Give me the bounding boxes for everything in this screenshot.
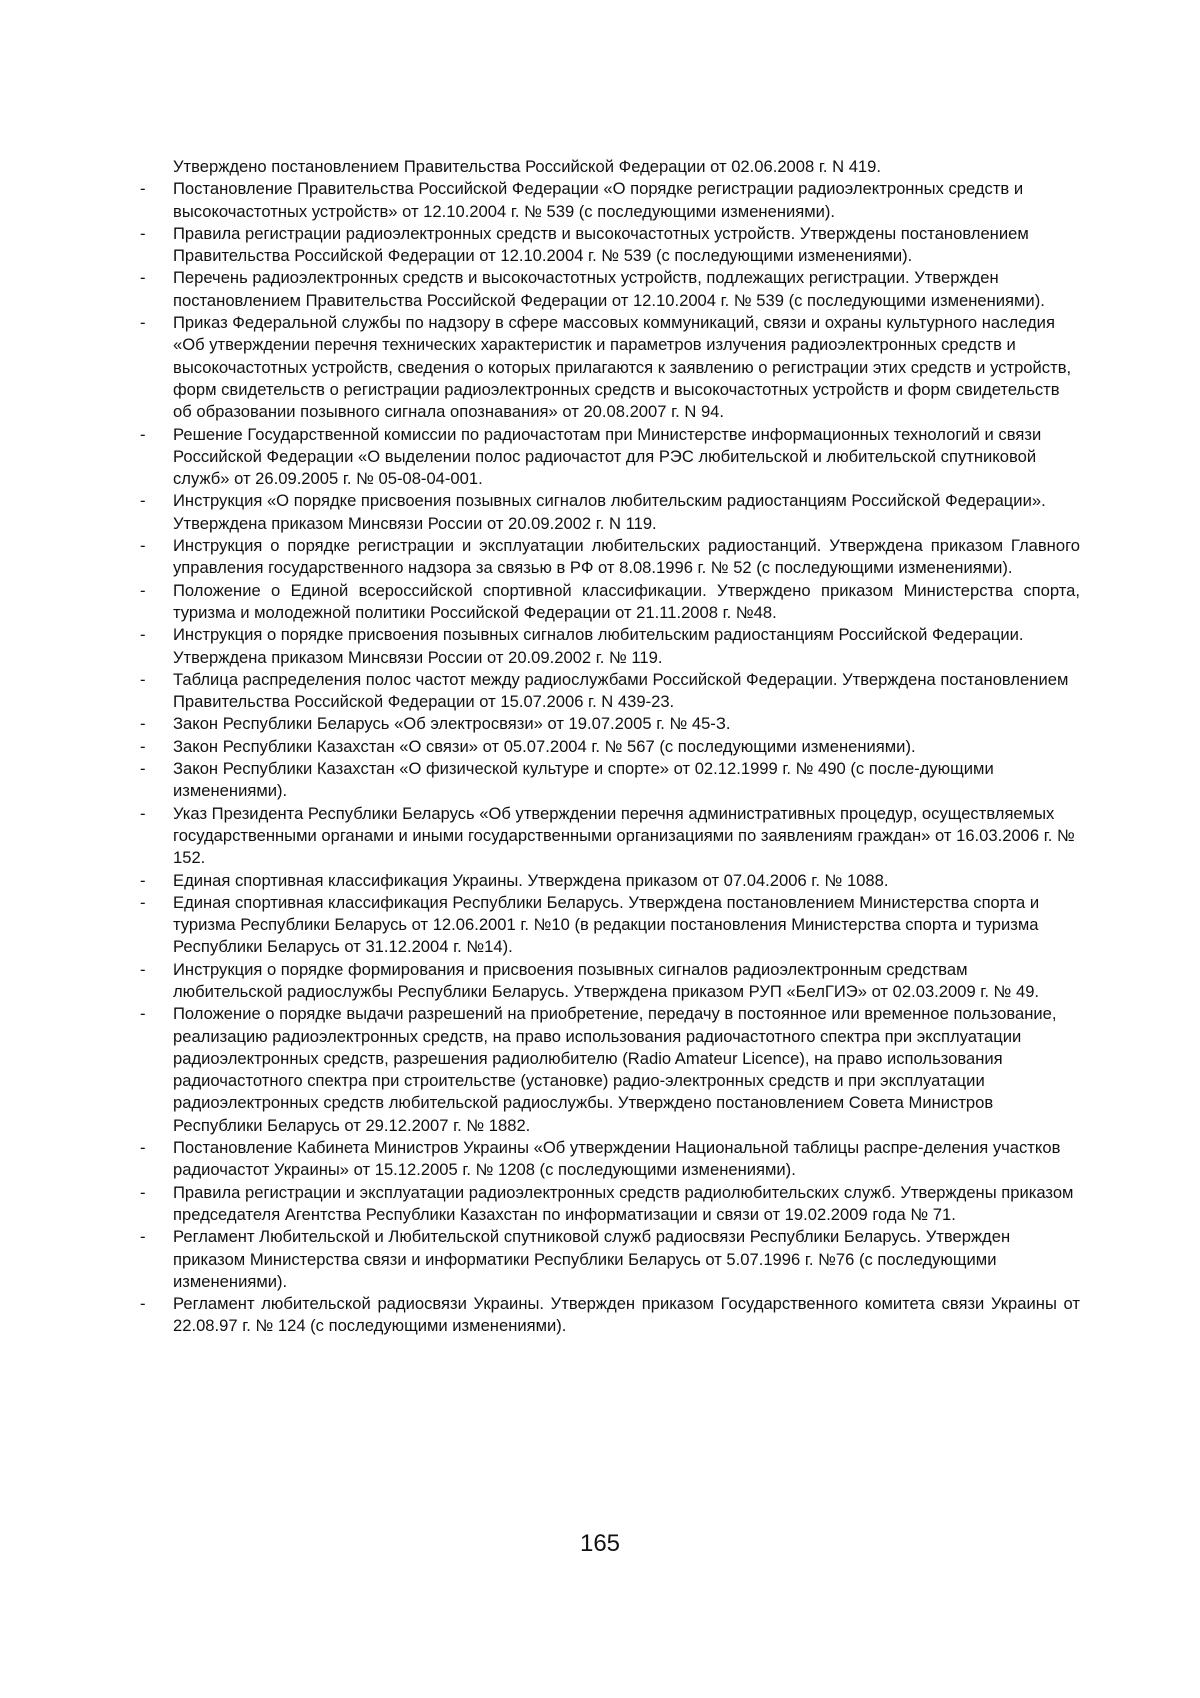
list-marker: - (140, 1294, 146, 1314)
list-item-text: Единая спортивная классификация Украины. Утверждена приказом от 07.04.2006 г. № 1088. (173, 870, 889, 890)
list-item-text: Правила регистрации и эксплуатации радиоэлектронных средств радиолюбительских служб. Утверждены приказом председателя Агентства Республики Казахстан по информатизации и связи от 19.02.2009 года № 71. (173, 1182, 1074, 1224)
list-item-text: Закон Республики Казахстан «О связи» от 05.07.2004 г. № 567 (с последующими изменениями). (173, 736, 916, 756)
list-item (140, 1137, 1080, 1182)
list-marker: - (140, 536, 146, 556)
list-marker: - (140, 1004, 146, 1024)
list-item-text: Постановление Правительства Российской Федерации «О порядке регистрации радиоэлектронных средств и высокочастотных устройств» от 12.10.2004 г. № 539 (с последующими изменениями). (173, 179, 1024, 221)
list-marker: - (140, 1227, 146, 1247)
list-item-text: Таблица распределения полос частот между радиослужбами Российской Федерации. Утверждена постановлением Правительства Российской Федерации от 15.07.2006 г. N 439-23. (173, 669, 1069, 712)
list-item-text: Постановление Кабинета Министров Украины «Об утверждении Национальной таблицы распре-деления участков радиочастот Украины» от 15.12.2005 г. № 1208 (с последующими изменениями). (173, 1138, 1061, 1180)
list-item (140, 312, 1080, 423)
list-item-text: Правила регистрации радиоэлектронных средств и высокочастотных устройств. Утверждены постановлением Правительства Российской Федерации от 12.10.2004 г. № 539 (с последующими изменениями). (173, 223, 1029, 266)
list-item (140, 736, 1080, 758)
list-marker: - (140, 803, 146, 823)
list-marker: - (140, 892, 146, 912)
reference-list (140, 156, 1080, 1338)
list-item (140, 803, 1080, 870)
list-item (140, 713, 1080, 735)
list-item (140, 267, 1080, 312)
list-item-text: Закон Республики Казахстан «О физической культуре и спорте» от 02.12.1999 г. № 490 (с после-дующими изменениями). (173, 759, 994, 801)
list-marker: - (140, 313, 146, 333)
list-item-text: Инструкция о порядке присвоения позывных сигналов любительским радиостанциям Российской Федерации. Утверждена приказом Минсвязи России от 20.09.2002 г. № 119. (173, 625, 1024, 667)
list-item (140, 223, 1080, 268)
list-item-text: Приказ Федеральной службы по надзору в сфере массовых коммуникаций, связи и охраны культурного наследия «Об утверждении перечня технических характеристик и параметров излучения радиоэлектронных средств и высокочастотных устройств, сведения о которых прилагаются к заявлению о регистрации этих средств и устройств, форм свидетельств о регистрации радиоэлектронных средств и высокочастотных устройств и форм свидетельств об образовании позывного сигнала опознавания» от 20.08.2007 г. N 94. (173, 313, 1072, 422)
list-item (140, 1182, 1080, 1227)
list-item (140, 892, 1080, 959)
list-item (140, 669, 1080, 714)
list-marker: - (140, 714, 146, 734)
list-marker: - (140, 223, 146, 243)
list-item-text: Положение о порядке выдачи разрешений на приобретение, передачу в постоянное или временное пользование, реализацию радиоэлектронных средств, на право использования радиочастотного спектра при эксплуатации радиоэлектронных средств, разрешения радиолюбителю (Radio Amateur Licence), на право использования радиочастотного спектра при строительстве (установке) радио-электронных средств и при эксплуатации радиоэлектронных средств любительской радиослужбы. Утверждено постановлением Совета Министров Республики Беларусь от 29.12.2007 г. № 1882. (173, 1004, 1057, 1135)
list-item-text: Регламент Любительской и Любительской спутниковой служб радиосвязи Республики Беларусь. Утвержден приказом Министерства связи и информатики Республики Беларусь от 5.07.1996 г. №76 (с последующими изменениями). (173, 1227, 1011, 1291)
list-marker: - (140, 580, 146, 600)
list-marker: - (140, 736, 146, 756)
list-item (140, 959, 1080, 1004)
intro-line: Утверждено постановлением Правительства Российской Федерации от 02.06.2008 г. N 419. (173, 157, 881, 176)
list-marker: - (140, 1182, 146, 1202)
list-item-text: Перечень радиоэлектронных средств и высокочастотных устройств, подлежащих регистрации. Утвержден постановлением Правительства Российской Федерации от 12.10.2004 г. № 539 (с последующими изменениями). (173, 268, 1045, 310)
list-item-text: Инструкция о порядке формирования и присвоения позывных сигналов радиоэлектронным средствам любительской радиослужбы Республики Беларусь. Утверждена приказом РУП «БелГИЭ» от 02.03.2009 г. № 49. (173, 959, 1040, 1001)
list-item (140, 758, 1080, 803)
list-marker: - (140, 268, 146, 288)
list-item-text: Положение о Единой всероссийской спортивной классификации. Утверждено приказом Министерства спорта, туризма и молодежной политики Российской Федерации от 21.11.2008 г. №48. (173, 580, 1080, 622)
list-item (140, 624, 1080, 669)
list-item (140, 535, 1080, 580)
list-item-text: Закон Республики Беларусь «Об электросвязи» от 19.07.2005 г. № 45-З. (173, 714, 731, 734)
list-item (140, 490, 1080, 535)
list-marker: - (140, 759, 146, 779)
list-item (140, 870, 1080, 892)
list-marker: - (140, 669, 146, 689)
list-item (140, 424, 1080, 491)
list-item-text: Решение Государственной комиссии по радиочастотам при Министерстве информационных технологий и связи Российской Федерации «О выделении полос радиочастот для РЭС любительской и любительской спутниковой служб» от 26.09.2005 г. № 05-08-04-001. (173, 424, 1042, 489)
list-marker: - (140, 424, 146, 444)
list-item-text: Инструкция о порядке регистрации и эксплуатации любительских радиостанций. Утверждена приказом Главного управления государственного надзора за связью в РФ от 8.08.1996 г. № 52 (с последующими изменениями). (173, 536, 1080, 578)
list-item (140, 1226, 1080, 1293)
list-item-text: Указ Президента Республики Беларусь «Об утверждении перечня административных процедур, осуществляемых государственными органами и иными государственными организациями по заявлениям граждан» от 16.03.2006 г. № 152. (173, 803, 1075, 868)
list-marker: - (140, 870, 146, 890)
list-item (140, 580, 1080, 625)
list-item (140, 1293, 1080, 1338)
list-item-text: Единая спортивная классификация Республики Беларусь. Утверждена постановлением Министерства спорта и туризма Республики Беларусь от 12.06.2001 г. №10 (в редакции постановления Министерства спорта и туризма Республики Беларусь от 31.12.2004 г. №14). (173, 892, 1040, 957)
list-item (140, 178, 1080, 223)
list-item-text: Регламент любительской радиосвязи Украины. Утвержден приказом Государственного комитета связи Украины от 22.08.97 г. № 124 (с последующими изменениями). (173, 1294, 1080, 1336)
list-marker: - (140, 491, 146, 511)
list-marker: - (140, 179, 146, 199)
list-item-text: Инструкция «О порядке присвоения позывных сигналов любительским радиостанциям Российской Федерации». Утверждена приказом Минсвязи России от 20.09.2002 г. N 119. (173, 491, 1046, 533)
list-marker: - (140, 1138, 146, 1158)
page-number: 165 (579, 1530, 621, 1557)
list-marker: - (140, 959, 146, 979)
list-marker: - (140, 625, 146, 645)
list-item (140, 1003, 1080, 1137)
